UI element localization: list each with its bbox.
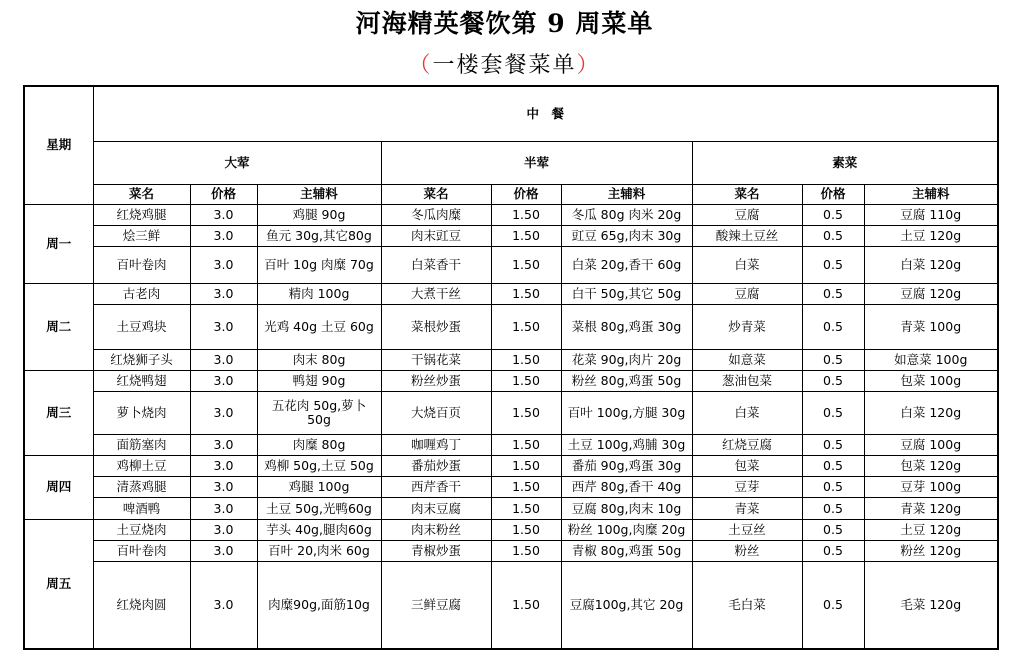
group-header-half: 半荤: [381, 142, 692, 185]
big-dish-ingredients: 鸡柳 50g,土豆 50g: [257, 455, 381, 476]
big-dish-price: 3.0: [190, 247, 257, 283]
day-label: 周四: [24, 455, 93, 519]
big-dish-name: 面筋塞肉: [93, 434, 190, 455]
col-header-ingredients: 主辅料: [561, 184, 692, 204]
half-dish-name: 大煮干丝: [381, 283, 491, 304]
day-label: 周三: [24, 370, 93, 455]
half-dish-name: 粉丝炒蛋: [381, 370, 491, 391]
veg-dish-price: 0.5: [802, 204, 864, 225]
veg-dish-ingredients: 豆腐 100g: [864, 434, 998, 455]
weekday-header: 星期: [24, 86, 93, 204]
half-dish-price: 1.50: [491, 434, 561, 455]
veg-dish-ingredients: 白菜 120g: [864, 247, 998, 283]
veg-dish-price: 0.5: [802, 434, 864, 455]
half-dish-price: 1.50: [491, 455, 561, 476]
veg-dish-ingredients: 粉丝 120g: [864, 540, 998, 561]
veg-dish-ingredients: 包菜 100g: [864, 370, 998, 391]
half-dish-name: 西芹香干: [381, 477, 491, 498]
big-dish-name: 红烧鸡腿: [93, 204, 190, 225]
big-dish-price: 3.0: [190, 562, 257, 649]
big-dish-price: 3.0: [190, 392, 257, 435]
col-header-price: 价格: [491, 184, 561, 204]
group-header-big: 大荤: [93, 142, 381, 185]
veg-dish-ingredients: 毛菜 120g: [864, 562, 998, 649]
col-header-name: 菜名: [381, 184, 491, 204]
big-dish-ingredients: 鸡腿 100g: [257, 477, 381, 498]
veg-dish-ingredients: 豆腐 110g: [864, 204, 998, 225]
subtitle-open-paren: （: [408, 53, 433, 78]
table-row: [24, 562, 998, 649]
big-dish-ingredients: 鸭翅 90g: [257, 370, 381, 391]
veg-dish-price: 0.5: [802, 349, 864, 370]
big-dish-ingredients: 肉糜 80g: [257, 434, 381, 455]
half-dish-price: 1.50: [491, 540, 561, 561]
half-dish-price: 1.50: [491, 477, 561, 498]
big-dish-ingredients: 光鸡 40g 土豆 60g: [257, 305, 381, 350]
veg-dish-name: 豆腐: [692, 283, 802, 304]
half-dish-name: 白菜香干: [381, 247, 491, 283]
half-dish-price: 1.50: [491, 562, 561, 649]
half-dish-name: 三鲜豆腐: [381, 562, 491, 649]
veg-dish-name: 白菜: [692, 247, 802, 283]
half-dish-price: 1.50: [491, 247, 561, 283]
meal-header: 中 餐: [93, 86, 998, 142]
veg-dish-price: 0.5: [802, 519, 864, 540]
half-dish-ingredients: 豇豆 65g,肉末 30g: [561, 226, 692, 247]
table-row: [24, 370, 998, 391]
half-dish-name: 肉末豆腐: [381, 498, 491, 519]
half-dish-price: 1.50: [491, 305, 561, 350]
menu-table: [23, 85, 999, 650]
veg-dish-ingredients: 如意菜 100g: [864, 349, 998, 370]
half-dish-price: 1.50: [491, 349, 561, 370]
col-header-ingredients: 主辅料: [864, 184, 998, 204]
half-dish-ingredients: 花菜 90g,肉片 20g: [561, 349, 692, 370]
veg-dish-name: 粉丝: [692, 540, 802, 561]
table-row: [24, 455, 998, 476]
big-dish-price: 3.0: [190, 540, 257, 561]
big-dish-ingredients: 鸡腿 90g: [257, 204, 381, 225]
half-dish-price: 1.50: [491, 392, 561, 435]
half-dish-name: 菜根炒蛋: [381, 305, 491, 350]
big-dish-ingredients: 肉糜90g,面筋10g: [257, 562, 381, 649]
big-dish-name: 鸡柳土豆: [93, 455, 190, 476]
half-dish-price: 1.50: [491, 226, 561, 247]
table-row: [24, 540, 998, 561]
big-dish-name: 烩三鲜: [93, 226, 190, 247]
veg-dish-name: 酸辣土豆丝: [692, 226, 802, 247]
veg-dish-price: 0.5: [802, 392, 864, 435]
veg-dish-name: 如意菜: [692, 349, 802, 370]
col-header-name: 菜名: [93, 184, 190, 204]
veg-dish-name: 包菜: [692, 455, 802, 476]
half-dish-ingredients: 冬瓜 80g 肉米 20g: [561, 204, 692, 225]
big-dish-price: 3.0: [190, 305, 257, 350]
big-dish-name: 土豆鸡块: [93, 305, 190, 350]
big-dish-price: 3.0: [190, 434, 257, 455]
veg-dish-name: 青菜: [692, 498, 802, 519]
veg-dish-name: 豆腐: [692, 204, 802, 225]
big-dish-ingredients: 五花肉 50g,萝卜 50g: [257, 392, 381, 435]
veg-dish-price: 0.5: [802, 477, 864, 498]
veg-dish-ingredients: 土豆 120g: [864, 226, 998, 247]
big-dish-ingredients: 肉末 80g: [257, 349, 381, 370]
table-row: [24, 349, 998, 370]
veg-dish-ingredients: 青菜 100g: [864, 305, 998, 350]
veg-dish-name: 豆芽: [692, 477, 802, 498]
veg-dish-price: 0.5: [802, 498, 864, 519]
big-dish-ingredients: 百叶 20,肉米 60g: [257, 540, 381, 561]
big-dish-price: 3.0: [190, 349, 257, 370]
big-dish-name: 百叶卷肉: [93, 247, 190, 283]
veg-dish-price: 0.5: [802, 305, 864, 350]
table-row: [24, 392, 998, 435]
half-dish-ingredients: 土豆 100g,鸡脯 30g: [561, 434, 692, 455]
day-label: 周二: [24, 283, 93, 370]
veg-dish-name: 毛白菜: [692, 562, 802, 649]
subtitle-text: 一楼套餐菜单: [432, 53, 577, 78]
half-dish-price: 1.50: [491, 498, 561, 519]
half-dish-ingredients: 西芹 80g,香干 40g: [561, 477, 692, 498]
veg-dish-ingredients: 包菜 120g: [864, 455, 998, 476]
veg-dish-name: 白菜: [692, 392, 802, 435]
half-dish-ingredients: 粉丝 80g,鸡蛋 50g: [561, 370, 692, 391]
table-row: [24, 226, 998, 247]
big-dish-price: 3.0: [190, 283, 257, 304]
big-dish-ingredients: 精肉 100g: [257, 283, 381, 304]
col-header-name: 菜名: [692, 184, 802, 204]
veg-dish-ingredients: 土豆 120g: [864, 519, 998, 540]
big-dish-name: 清蒸鸡腿: [93, 477, 190, 498]
big-dish-name: 啤酒鸭: [93, 498, 190, 519]
veg-dish-name: 土豆丝: [692, 519, 802, 540]
big-dish-ingredients: 芋头 40g,腿肉60g: [257, 519, 381, 540]
half-dish-ingredients: 番茄 90g,鸡蛋 30g: [561, 455, 692, 476]
half-dish-ingredients: 白干 50g,其它 50g: [561, 283, 692, 304]
big-dish-price: 3.0: [190, 204, 257, 225]
big-dish-price: 3.0: [190, 370, 257, 391]
half-dish-name: 咖喱鸡丁: [381, 434, 491, 455]
veg-dish-ingredients: 豆腐 120g: [864, 283, 998, 304]
veg-dish-price: 0.5: [802, 247, 864, 283]
big-dish-price: 3.0: [190, 519, 257, 540]
half-dish-ingredients: 豆腐100g,其它 20g: [561, 562, 692, 649]
half-dish-name: 青椒炒蛋: [381, 540, 491, 561]
big-dish-name: 萝卜烧肉: [93, 392, 190, 435]
half-dish-price: 1.50: [491, 204, 561, 225]
big-dish-price: 3.0: [190, 455, 257, 476]
table-row: [24, 247, 998, 283]
veg-dish-price: 0.5: [802, 455, 864, 476]
day-label: 周一: [24, 204, 93, 283]
table-row: [24, 283, 998, 304]
veg-dish-ingredients: 白菜 120g: [864, 392, 998, 435]
table-row: [24, 305, 998, 350]
half-dish-name: 大烧百页: [381, 392, 491, 435]
half-dish-name: 冬瓜肉糜: [381, 204, 491, 225]
big-dish-name: 红烧肉圆: [93, 562, 190, 649]
half-dish-ingredients: 菜根 80g,鸡蛋 30g: [561, 305, 692, 350]
group-header-veg: 素菜: [692, 142, 998, 185]
page-title: 河海精英餐饮第 9 周菜单: [355, 9, 654, 38]
table-row: [24, 204, 998, 225]
veg-dish-price: 0.5: [802, 283, 864, 304]
col-header-price: 价格: [802, 184, 864, 204]
veg-dish-name: 炒青菜: [692, 305, 802, 350]
half-dish-ingredients: 粉丝 100g,肉糜 20g: [561, 519, 692, 540]
big-dish-ingredients: 百叶 10g 肉糜 70g: [257, 247, 381, 283]
half-dish-price: 1.50: [491, 370, 561, 391]
big-dish-ingredients: 鱼元 30g,其它80g: [257, 226, 381, 247]
col-header-price: 价格: [190, 184, 257, 204]
veg-dish-price: 0.5: [802, 540, 864, 561]
half-dish-price: 1.50: [491, 283, 561, 304]
half-dish-ingredients: 豆腐 80g,肉末 10g: [561, 498, 692, 519]
table-row: [24, 519, 998, 540]
half-dish-price: 1.50: [491, 519, 561, 540]
big-dish-name: 土豆烧肉: [93, 519, 190, 540]
veg-dish-price: 0.5: [802, 370, 864, 391]
big-dish-price: 3.0: [190, 477, 257, 498]
veg-dish-name: 红烧豆腐: [692, 434, 802, 455]
veg-dish-ingredients: 豆芽 100g: [864, 477, 998, 498]
table-row: [24, 498, 998, 519]
veg-dish-ingredients: 青菜 120g: [864, 498, 998, 519]
half-dish-name: 肉末豇豆: [381, 226, 491, 247]
big-dish-name: 红烧鸭翅: [93, 370, 190, 391]
veg-dish-price: 0.5: [802, 562, 864, 649]
table-row: [24, 434, 998, 455]
page-subtitle: [0, 48, 1009, 79]
half-dish-name: 肉末粉丝: [381, 519, 491, 540]
half-dish-name: 番茄炒蛋: [381, 455, 491, 476]
veg-dish-price: 0.5: [802, 226, 864, 247]
big-dish-name: 古老肉: [93, 283, 190, 304]
big-dish-ingredients: 土豆 50g,光鸭60g: [257, 498, 381, 519]
half-dish-ingredients: 百叶 100g,方腿 30g: [561, 392, 692, 435]
col-header-ingredients: 主辅料: [257, 184, 381, 204]
subtitle-close-paren: ）: [576, 53, 601, 78]
big-dish-name: 百叶卷肉: [93, 540, 190, 561]
half-dish-ingredients: 青椒 80g,鸡蛋 50g: [561, 540, 692, 561]
half-dish-ingredients: 白菜 20g,香干 60g: [561, 247, 692, 283]
table-row: [24, 477, 998, 498]
big-dish-price: 3.0: [190, 498, 257, 519]
veg-dish-name: 葱油包菜: [692, 370, 802, 391]
big-dish-price: 3.0: [190, 226, 257, 247]
big-dish-name: 红烧狮子头: [93, 349, 190, 370]
day-label: 周五: [24, 519, 93, 649]
half-dish-name: 干锅花菜: [381, 349, 491, 370]
